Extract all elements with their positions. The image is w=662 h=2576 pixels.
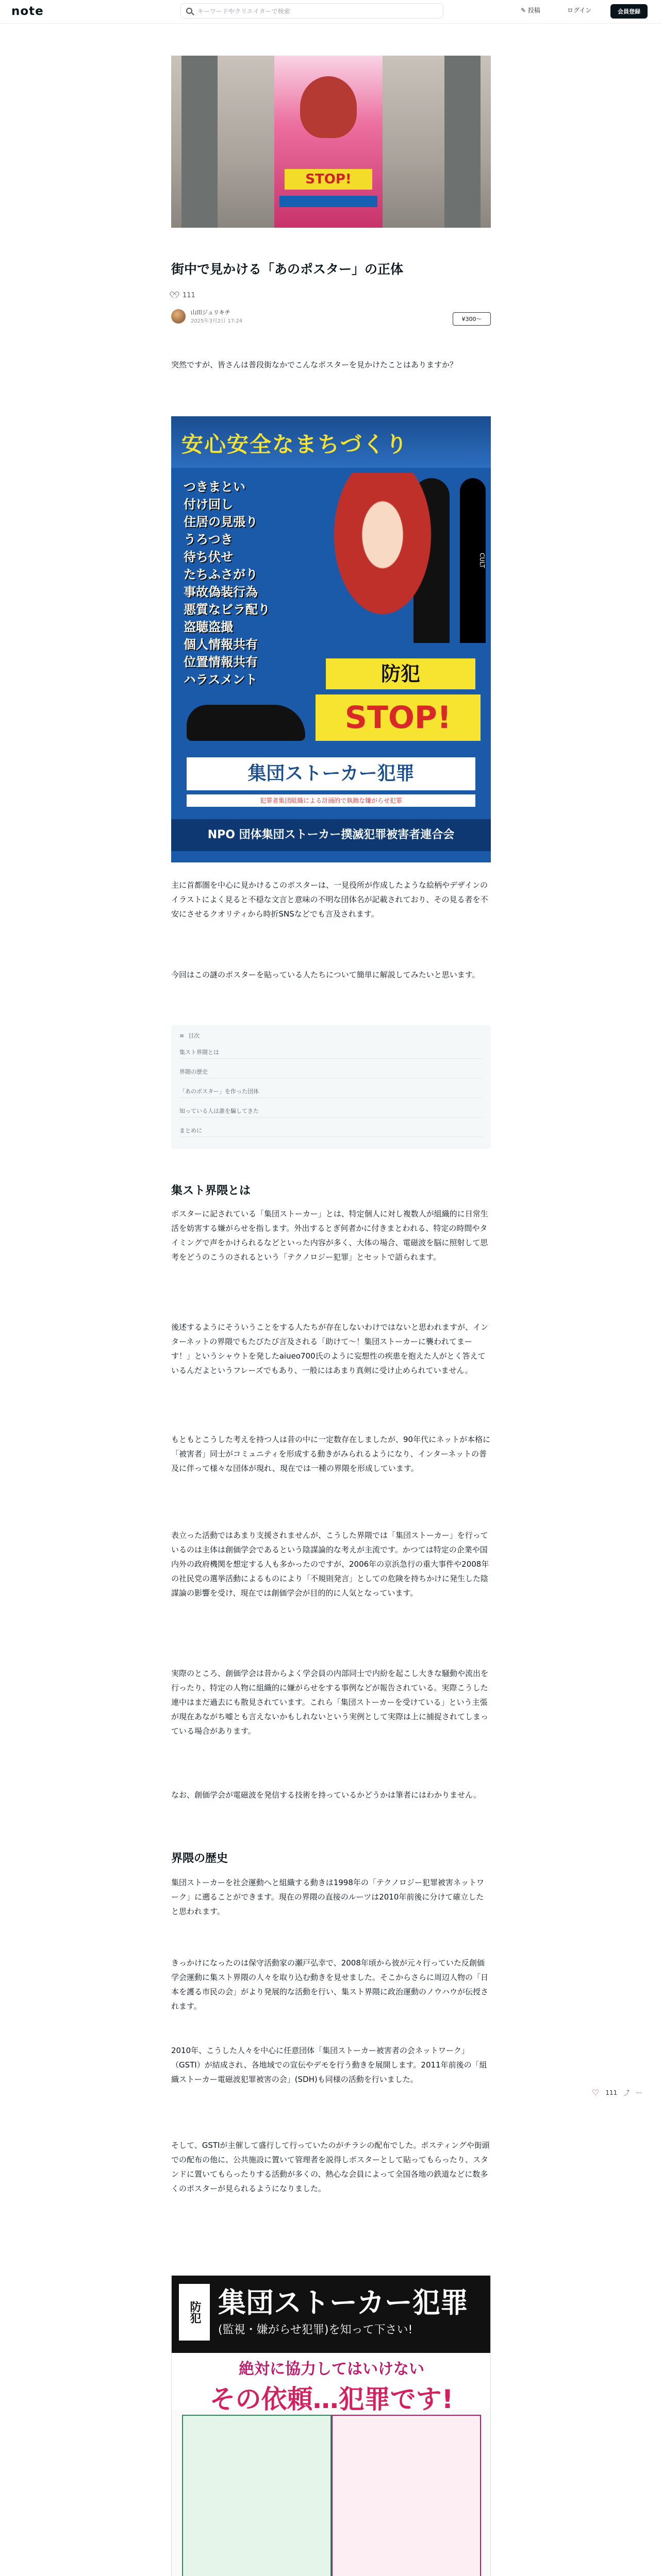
paragraph-1: 主に首都圏を中心に見かけるこのポスターは、一見役所が作成したような絵柄やデザインのイラストによく見ると不穏な文言と意味の不明な団体名が記載されており、その見る者を不安にさせるクオリティから時折SNSなどでも言及されます。 xyxy=(171,880,488,919)
register-button[interactable]: 会員登録 xyxy=(610,4,648,19)
post-button[interactable]: ✎ 投稿 xyxy=(521,7,540,14)
poster-list-item: 個人情報共有 xyxy=(184,637,258,652)
toc-item[interactable]: 「あのポスター」を作った団体 xyxy=(179,1087,483,1098)
intro-paragraph: 突然ですが、皆さんは普段街なかでこんなポスターを見かけたことはありますか？ xyxy=(171,360,458,369)
floating-like-count: 111 xyxy=(605,2089,618,2096)
author-info[interactable] xyxy=(171,308,242,324)
poster-list-item: つきまとい xyxy=(184,480,245,494)
like-count[interactable]: 111 xyxy=(171,292,195,299)
poster-list-item: ハラスメント xyxy=(184,672,258,687)
poster-list-item: 位置情報共有 xyxy=(184,655,258,669)
toc-title[interactable]: 目次 xyxy=(188,1032,200,1039)
section-heading-1: 集スト界隈とは xyxy=(171,1184,251,1197)
search-icon xyxy=(186,8,192,14)
poster-list-item: 住居の見張り xyxy=(184,515,258,529)
section2-paragraph: 2010年、こうした人々を中心に任意団体「集団ストーカー被害者の会ネットワーク」（GSTI）が結成され、各地域での宣伝やデモを行う動きを展開します。2011年前後の「組織ストーカー電磁波犯罪被害の会」(SDH)も同様の活動を行いました。 xyxy=(171,2046,487,2084)
section2-paragraph: 集団ストーカーを社会運動へと組織する動きは1998年の「テクノロジー犯罪被害ネットワーク」に遡ることができます。現在の界隈の直接のルーツは2010年前後に分けて確立したと思われます。 xyxy=(171,1878,484,1916)
poster-list-item: 付け回し xyxy=(184,497,233,512)
poster-list-item: 事故偽装行為 xyxy=(184,585,258,599)
section-heading-2: 界隈の歴史 xyxy=(171,1852,228,1865)
floating-actions xyxy=(592,2088,642,2097)
section1-paragraph: ポスターに記されている「集団ストーカー」とは、特定個人に対し複数人が組織的に日常生活を妨害する嫌がらせを指します。外出するとぎ何者かに付きまとわれる、特定の時間やタイミングで声をかけられるなどといった内容が多く、大体の場合、電磁波を脳に照射して思考をどうのこうのされるという「テクノロジー犯罪」とセットで語られます。 xyxy=(171,1209,488,1262)
paragraph-2: 今回はこの謎のポスターを貼っている人たちについて簡単に解説してみたいと思います。 xyxy=(171,970,480,979)
section1-paragraph: 実際のところ、創価学会は昔からよく学会員の内部同士で内紛を起こし大きな騒動や流出を行ったり、特定の人物に組織的に嫌がらせをする事例などが報告されている。実際こうした連中はまだ過去にも散見されています。これら「集団ストーカーを受けている」という主張が現在あながち嘘とも言えないかもしれないという実例として実際は上に捕捉されてしまっている場合があります。 xyxy=(171,1669,489,1736)
heart-icon xyxy=(171,292,178,299)
poster-image-1: 安心安全なまちづくり つきまとい 付け回し 住居の見張り うろつき 待ち伏せ たちふさがり 事故偽装行為 悪質なビラ配り 盗聴盗撮 個人情報共有 位置情報共有 ハラスメント CULT 防犯 STOP! 集団ストーカー犯罪 犯罪者集団組織による計画的で執拗な嫌がらせ犯罪 NPO 団体集団ストーカー撲滅犯罪被害者連合会 xyxy=(171,416,491,862)
hero-image: STOP! xyxy=(171,56,491,228)
share-icon[interactable]: ⤴ xyxy=(623,2089,630,2096)
login-button[interactable]: ログイン xyxy=(567,7,592,14)
avatar[interactable] xyxy=(171,309,186,324)
list-icon: ≡ xyxy=(179,1032,185,1039)
poster-image-2: 防犯 集団ストーカー犯罪 (監視・嫌がらせ犯罪)を知って下さい! 絶対に協力してはいけない その依頼…犯罪です! xyxy=(171,2275,491,2576)
poster-list-item: 盗聴盗撮 xyxy=(184,620,233,634)
author-name[interactable]: 山田ジュリキチ xyxy=(191,309,230,316)
section1-paragraph: 表立った活動ではあまり支援されませんが、こうした界隈では「集団ストーカー」を行っているのは主体は創価学会であるという陰謀論的な考えが主流です。かつては特定の企業や国内外の政府機関を想定する人も多かったのですが、2006年の京浜急行の重大事件や2008年の社民党の選挙活動によるものにより「不規則発言」としての危険を持ちかけに発生した陰謀論の影響を受け、現在では創価学会が目的的に人気となっています。 xyxy=(171,1531,489,1598)
poster-list-item: 待ち伏せ xyxy=(184,550,233,564)
toc-item[interactable]: 界隈の歴史 xyxy=(179,1067,483,1078)
section1-paragraph: もともとこうした考えを持つ人は昔の中に一定数存在しましたが、90年代にネットが本格に「被害者」同士がコミュニティを形成する動きがみられるようになり、インターネットの普及に伴って様々な団体が現れ、現在では一種の界隈を形成しています。 xyxy=(171,1435,491,1473)
more-icon[interactable]: ⋯ xyxy=(636,2089,642,2096)
post-date: 2025年3月2日 17:24 xyxy=(191,318,243,324)
toc-item[interactable]: まとめに xyxy=(179,1126,483,1137)
site-header xyxy=(0,0,662,24)
search-box[interactable] xyxy=(180,3,443,19)
poster-list-item: 悪質なビラ配り xyxy=(184,602,270,617)
heart-icon[interactable]: ♡ xyxy=(592,2088,600,2097)
section2-paragraph: きっかけになったのは保守活動家の瀬戸弘幸で、2008年頃から彼が元々行っていた反創価学会運動に集スト界隈の人々を取り込む動きを見せました。そこからさらに周辺人物の「日本を護る市民の会」がより発展的な活動を行い、集スト界隈に政治運動のノウハウが伝授されます。 xyxy=(171,1958,489,2011)
toc-item[interactable]: 知っている人は誰を騙してきた xyxy=(179,1107,483,1117)
note-logo[interactable]: note xyxy=(11,5,44,18)
article-title: 街中で見かける「あのポスター」の正体 xyxy=(171,262,404,277)
toc-item[interactable]: 集スト界隈とは xyxy=(179,1048,483,1059)
poster-list-item: うろつき xyxy=(184,532,233,547)
section2-paragraph: そして、GSTIが主催して盛行して行っていたのがチラシの配布でした。ポスティングや街頭での配布の他に、公共施設に置いて管理者を説得しポスターとして貼ってもらったり、スタンドに置いてもらったりする活動が多くの、熱心な会員によって全国各地の鉄道などに数多くのポスターが見られるようになりました。 xyxy=(171,2141,490,2193)
price-button[interactable]: ¥300〜 xyxy=(453,312,491,326)
poster-list-item: たちふさがり xyxy=(184,567,258,582)
search-placeholder: キーワードやクリエイターで検索 xyxy=(197,7,290,15)
section1-paragraph: 後述するようにそういうことをする人たちが存在しないわけではないと思われますが、インターネットの界隈でもたびたび言及される「助けて〜！集団ストーカーに襲われてまーす！」というシャウトを発したaiueo700氏のように妄想性の疾患を抱えた人がとく答えているんだよというフレーズでもあり、一般にはあまり真剣に受け止められていません。 xyxy=(171,1323,489,1375)
table-of-contents xyxy=(171,1025,491,1149)
section1-paragraph: なお、創価学会が電磁波を発信する技術を持っているかどうかは筆者にはわかりません。 xyxy=(171,1790,481,1800)
